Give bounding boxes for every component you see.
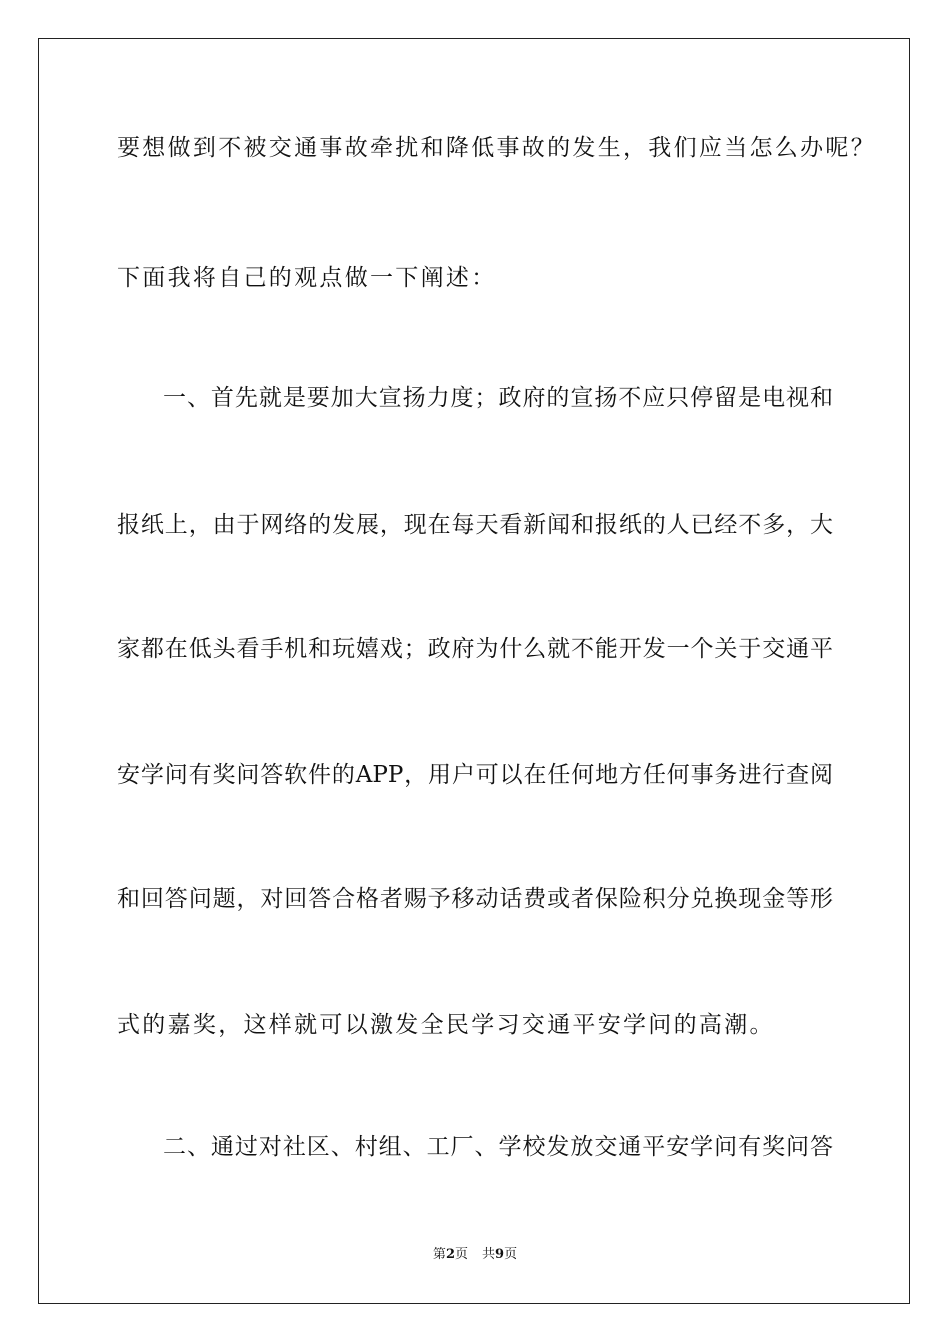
paragraph-line: 二、通过对社区、村组、工厂、学校发放交通平安学问有奖问答: [163, 1134, 833, 1160]
footer-page-suffix: 页: [454, 1247, 468, 1262]
paragraph-line: 安学问有奖问答软件的APP，用户可以在任何地方任何事务进行查阅: [117, 762, 833, 788]
paragraph-line: 下面我将自己的观点做一下阐述：: [117, 265, 497, 291]
paragraph-line: 家都在低头看手机和玩嬉戏；政府为什么就不能开发一个关于交通平: [117, 636, 833, 662]
page-footer: [0, 1246, 950, 1264]
paragraph-line: 要想做到不被交通事故牵扰和降低事故的发生，我们应当怎么办呢？: [117, 135, 876, 161]
paragraph-line: 和回答问题，对回答合格者赐予移动话费或者保险积分兑换现金等形: [117, 886, 833, 912]
footer-total-suffix: 页: [504, 1247, 518, 1262]
paragraph-line: 一、首先就是要加大宣扬力度；政府的宣扬不应只停留是电视和: [163, 385, 833, 411]
page-border: [38, 38, 910, 1304]
footer-page-prefix: 第: [432, 1247, 446, 1262]
paragraph-line: 式的嘉奖，这样就可以激发全民学习交通平安学问的高潮。: [117, 1012, 775, 1038]
footer-page-number: 2: [445, 1247, 455, 1262]
paragraph-line: 报纸上，由于网络的发展，现在每天看新闻和报纸的人已经不多，大: [117, 512, 833, 538]
footer-total-prefix: 共: [482, 1247, 496, 1262]
footer-total-pages: 9: [495, 1247, 505, 1262]
